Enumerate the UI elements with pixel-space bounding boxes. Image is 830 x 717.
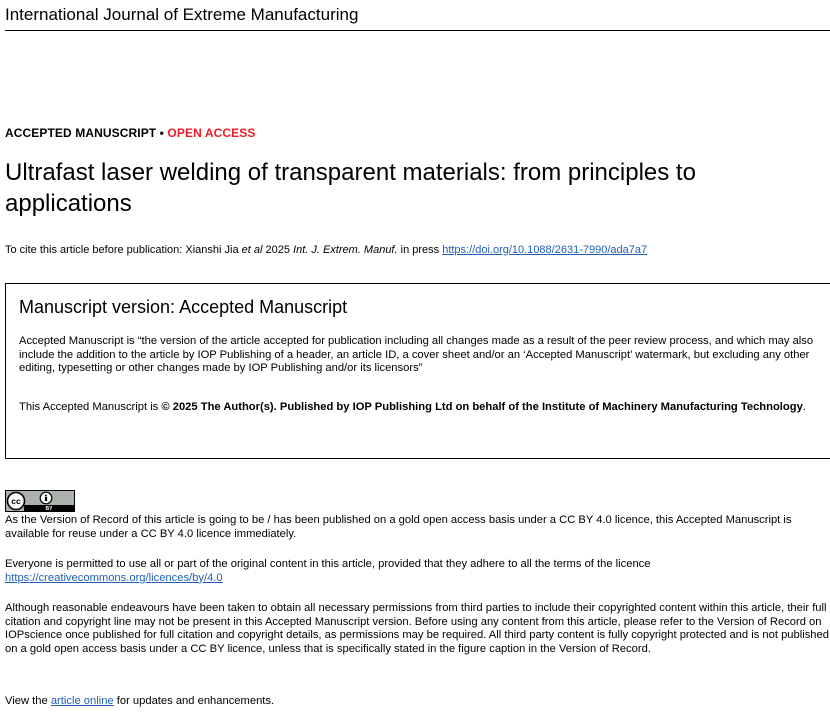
cc-by-icon[interactable] xyxy=(5,490,75,512)
third-party-paragraph: Although reasonable endeavours have been taken to obtain all necessary permissions from third parties to include their copyrighted content within this article, their full citation and copyright line may not be present in this Accepted Manuscript version. Before using any content from this article, please refer to the Version of Record on IOPscience once published for full citation and copyright details, as permissions may be required. All third party content is fully copyright protected and is not published on a gold open access basis under a CC BY licence, unless that is specifically stated in the figure caption in the Version of Record. xyxy=(5,602,829,655)
license-paragraph: As the Version of Record of this article is going to be / has been published on a gold open access basis under a CC BY 4.0 licence, this Accepted Manuscript is available for reuse under a CC BY 4.0 licence immediately. xyxy=(5,514,792,540)
reuse-text: Everyone is permitted to use all or part of the original content in this article, provided that they adhere to all the terms of the licence xyxy=(5,558,651,570)
accepted-manuscript-definition: Accepted Manuscript is “the version of the article accepted for publication including all changes made as a result of the peer review process, and which may also include the addition to the article by IOP Publishing of a header, an article ID, a cover sheet and/or an ‘Accepted Manuscript’ watermark, but excluding any other editing, typesetting or other changes made by IOP Publishing and/or its licensors” xyxy=(19,335,814,375)
article-title: Ultrafast laser welding of transparent materials: from principles to applications xyxy=(5,159,696,217)
by-text: BY xyxy=(45,506,53,511)
doi-link[interactable]: https://doi.org/10.1088/2631-7990/ada7a7 xyxy=(442,244,648,256)
view-online-paragraph xyxy=(5,695,830,709)
copyright-holder: © 2025 The Author(s). Published by IOP Publishing Ltd on behalf of the Institute of Machinery Manufacturing Technology xyxy=(161,401,803,413)
copyright-prefix: This Accepted Manuscript is xyxy=(19,401,162,413)
journal-header xyxy=(5,4,830,31)
copyright-suffix: . xyxy=(802,401,806,413)
citation-year: 2025 xyxy=(262,244,294,256)
view-suffix: for updates and enhancements. xyxy=(113,695,275,707)
cc-text: cc xyxy=(11,496,21,506)
citation-journal: Int. J. Extrem. Manuf. xyxy=(293,244,398,256)
citation-prefix: To cite this article before publication: Xianshi Jia xyxy=(5,244,242,256)
citation-in-press: in press xyxy=(397,244,443,256)
article-status-label xyxy=(5,126,255,140)
copyright-statement xyxy=(19,401,824,415)
journal-name: International Journal of Extreme Manufacturing xyxy=(5,5,359,24)
open-access-label: OPEN ACCESS xyxy=(167,126,256,140)
reuse-paragraph xyxy=(5,558,830,585)
accepted-manuscript-label: ACCEPTED MANUSCRIPT xyxy=(5,126,157,140)
citation-line xyxy=(5,243,830,257)
article-online-link[interactable]: article online xyxy=(50,695,114,707)
label-separator: • xyxy=(156,126,168,140)
manuscript-version-box xyxy=(5,283,830,459)
manuscript-version-heading: Manuscript version: Accepted Manuscript xyxy=(19,297,348,317)
licence-link[interactable]: https://creativecommons.org/licences/by/4.0 xyxy=(5,571,223,584)
view-prefix: View the xyxy=(5,695,51,707)
citation-et-al: et al xyxy=(241,244,263,256)
